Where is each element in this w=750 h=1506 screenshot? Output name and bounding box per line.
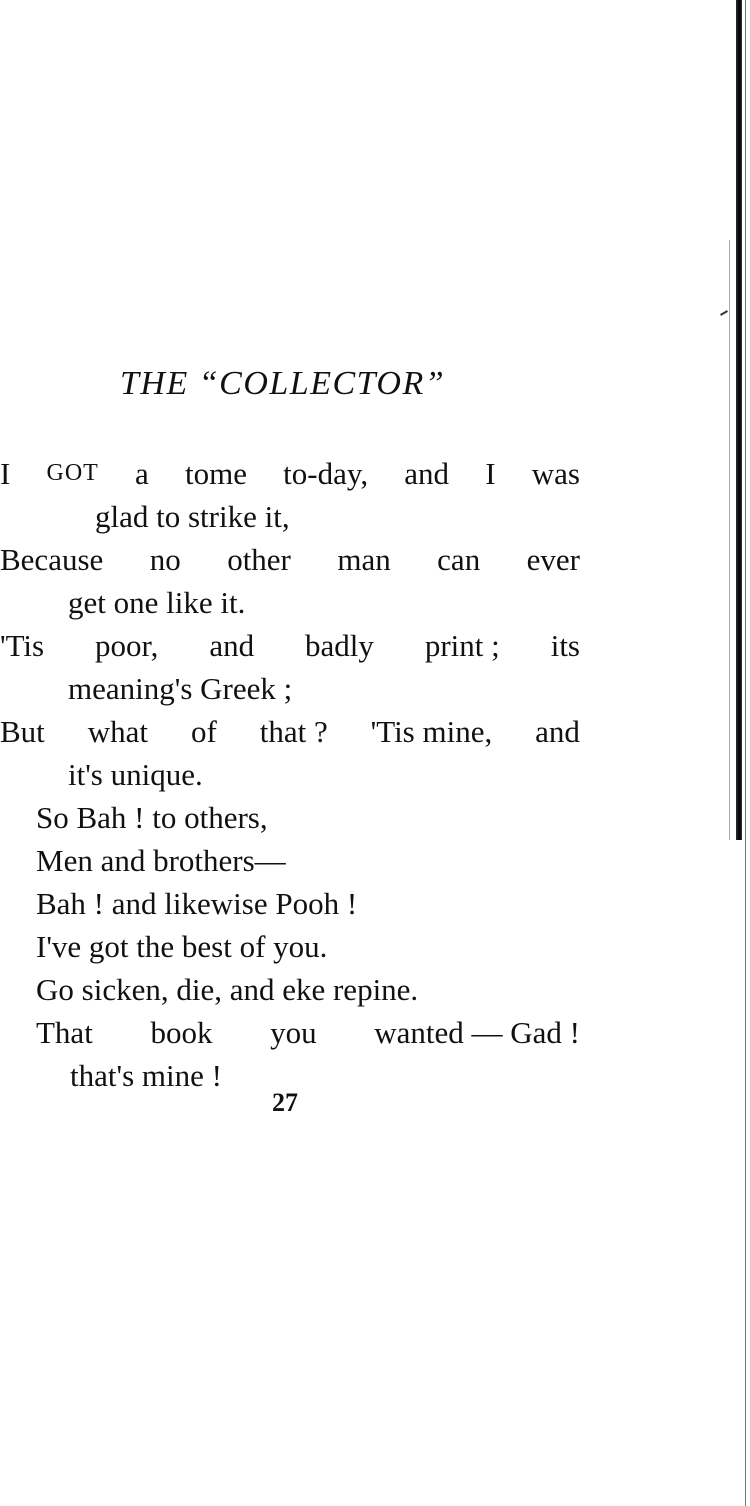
poem-word: Because [0, 542, 104, 577]
poem-word: ever [526, 542, 580, 577]
poem-line-5 [0, 624, 580, 667]
binding-line [729, 240, 730, 840]
poem-word: no [149, 542, 181, 577]
poem-word: wanted — Gad ! [374, 1015, 580, 1050]
poem-word: badly [305, 628, 374, 663]
poem-word: and [209, 628, 255, 663]
poem-word: poor, [95, 628, 159, 663]
binding-shadow [736, 0, 742, 840]
poem-title: THE “COLLECTOR” [120, 365, 446, 402]
poem-word: book [150, 1015, 213, 1050]
binding-edge [720, 0, 750, 1506]
poem-line-2: glad to strike it, [95, 499, 290, 534]
poem-word: and [404, 456, 450, 491]
poem-line-9: So Bah ! to others, [36, 800, 268, 835]
poem-line-3 [0, 538, 580, 581]
page-number: 27 [272, 1088, 298, 1117]
poem-word: what [87, 714, 148, 749]
poem-line-6: meaning's Greek ; [68, 671, 293, 706]
poem-line-4: get one like it. [68, 585, 246, 620]
poem-line-13: Go sicken, die, and eke repine. [36, 972, 419, 1007]
poem-word: That [36, 1015, 93, 1050]
poem-line-1 [0, 452, 580, 495]
poem-word: and [535, 714, 580, 749]
poem-word: of [190, 714, 217, 749]
poem-word: 'Tis mine, [370, 714, 493, 749]
poem-word: GOT [46, 460, 99, 486]
poem-word: that ? [259, 714, 328, 749]
poem-word: tome [184, 456, 247, 491]
poem-line-12: I've got the best of you. [36, 929, 328, 964]
poem-word: was [531, 456, 580, 491]
poem-word: 'Tis [0, 628, 45, 663]
poem-line-8: it's unique. [68, 757, 203, 792]
binding-line [745, 0, 746, 1506]
poem-word: I [0, 456, 11, 491]
poem-word: its [550, 628, 580, 663]
poem-word: other [227, 542, 291, 577]
poem-word: can [437, 542, 481, 577]
poem-word: to-day, [283, 456, 369, 491]
poem-body [0, 452, 580, 1097]
poem-word: But [0, 714, 45, 749]
poem-word: print ; [424, 628, 500, 663]
poem-word: I [485, 456, 496, 491]
poem-line-14 [0, 1011, 580, 1054]
poem-line-15: that's mine ! [70, 1058, 222, 1093]
binding-mark [720, 310, 728, 316]
poem-line-11: Bah ! and likewise Pooh ! [36, 886, 358, 921]
poem-word: you [270, 1015, 317, 1050]
poem-word: a [135, 456, 149, 491]
poem-word: man [337, 542, 391, 577]
poem-line-7 [0, 710, 580, 753]
poem-line-10: Men and brothers— [36, 843, 286, 878]
